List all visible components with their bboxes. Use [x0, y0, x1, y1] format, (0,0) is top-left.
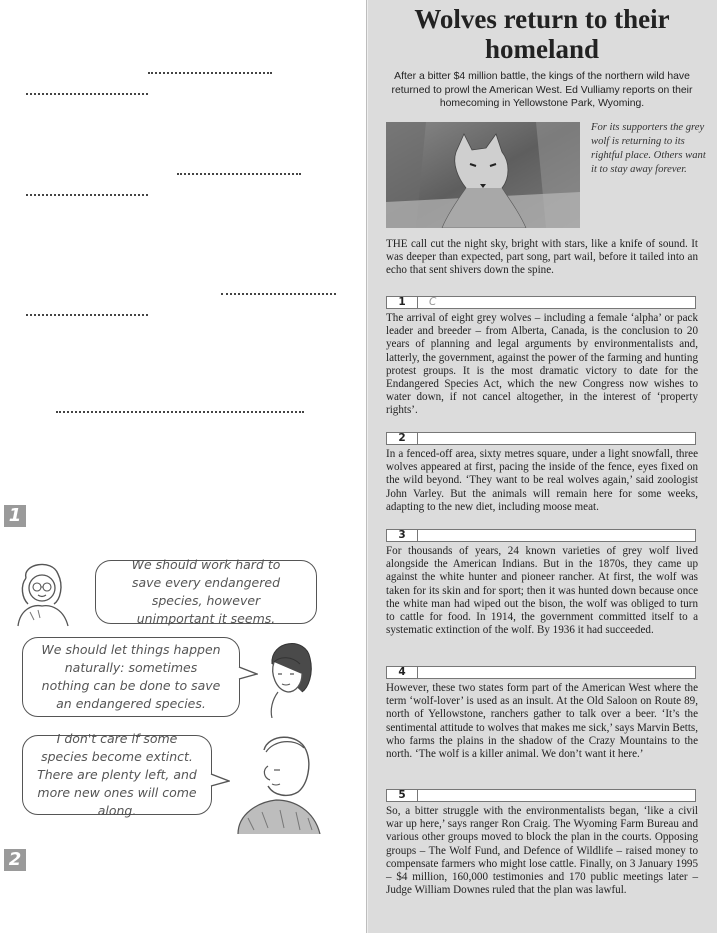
woman-illustration: [252, 634, 322, 718]
dotted-line[interactable]: [221, 293, 336, 295]
grey-wolf-photo: [386, 122, 580, 228]
gap-answer-box-4[interactable]: [386, 666, 696, 679]
gap-number: 1: [398, 296, 406, 308]
article-paragraph: In a fenced-off area, sixty metres square, under a light snowfall, three wolves appeared at first, pacing the inside of the fence, eyes fixed on the wild beyond. ‘They want to be real wolves again,’ said zoologist John Varley. But the animals will remain here for some weeks, adapting to the new diet, including moose meat.: [386, 448, 698, 513]
dotted-line[interactable]: [26, 314, 148, 316]
gap-number: 2: [398, 432, 406, 444]
speech-bubble-save-species: We should work hard to save every endangered species, however unimportant it seems.: [95, 560, 317, 624]
girl-with-glasses-illustration: [12, 560, 74, 628]
speech-bubble-let-nature: We should let things happen naturally: sometimes nothing can be done to save an endangered species.: [22, 637, 240, 717]
article-paragraph: The arrival of eight grey wolves – including a female ‘alpha’ or pack leader and breeder – from Alberta, Canada, is the conclusion to 20 years of planning and legal arguments by environmentalists and, latterly, the government, against the power of the farming and hunting protest groups. It is the most dramatic victory to date for the Endangered Species Act, which the new Congress now wishes to water down, if not cancel altogether, in the interest of ‘property rights’.: [386, 312, 698, 417]
photo-caption: For its supporters the grey wolf is returning to its rightful place. Others want it to stay away forever.: [591, 122, 706, 175]
dotted-line[interactable]: [177, 173, 301, 175]
man-illustration: [228, 730, 324, 834]
section-number-1: 1: [4, 505, 26, 527]
article-paragraph: So, a bitter struggle with the environmentalists began, ‘like a civil war up here,’ says ranger Ron Craig. The Wyoming Farm Bureau and various other groups moved to block the plan in the courts. Opposing groups – The Wolf Fund, and Defence of Wildlife – raised money to compensate farmers who might lose cattle. Finally, on 3 January 1995 – $4 million, 160,000 testimonies and 170 public meetings later – Judge William Downes ruled that the plan was lawful.: [386, 805, 698, 897]
gap-number: 4: [398, 666, 406, 678]
speech-bubble-dont-care: I don't care if some species become extinct. There are plenty left, and more new ones will come along.: [22, 735, 212, 815]
gap-number: 5: [398, 789, 406, 801]
gap-answer-box-1[interactable]: [386, 296, 696, 309]
gap-answer-box-2[interactable]: [386, 432, 696, 445]
dotted-line[interactable]: [148, 72, 272, 74]
article-paragraph: However, these two states form part of the American West where the term ‘wolf-lover’ is used as an insult. At the Old Saloon on Route 89, north of Yellowstone, ranchers gather to talk over a beer. ‘It’s the sentimental attitude to wolves that makes me sick,’ says Marvin Betts, who farms the plains in the shadow of the Crazy Mountains to the north. ‘The wolf is a killer animal. We don’t want it here.’: [386, 682, 698, 761]
dotted-line[interactable]: [26, 194, 148, 196]
article-subtitle: After a bitter $4 million battle, the kings of the northern wild have returned to prowl the American West. Ed Vulliamy reports on their homecoming in Yellowstone Park, Wyoming.: [391, 71, 693, 109]
dotted-line[interactable]: [26, 93, 148, 95]
article-paragraph: For thousands of years, 24 known varieties of grey wolf lived alongside the American Indians. But in the 1870s, they came up against the white hunter and pioneer rancher. At first, the wolf was taken for its skin and for sport; then it was hunted down because once the white man had wiped out the bison, the wolf was obliged to turn to cattle for food. In 1914, the government committed itself to a systematic extinction of the wolf. By 1936 it had succeeded.: [386, 545, 698, 637]
gap-number: 3: [398, 529, 406, 541]
gap-answer-box-3[interactable]: [386, 529, 696, 542]
bubble-tail: [210, 772, 230, 788]
article-intro: THE call cut the night sky, bright with stars, like a knife of sound. It was deeper than expected, part song, part wail, before it tailed into an echo that sent shivers down the spine.: [386, 238, 698, 277]
section-number-2: 2: [4, 849, 26, 871]
article-title: Wolves return to their homeland: [414, 4, 670, 64]
gap-answer-box-5[interactable]: [386, 789, 696, 802]
gap-answer: C: [429, 296, 437, 308]
dotted-line[interactable]: [56, 411, 304, 413]
